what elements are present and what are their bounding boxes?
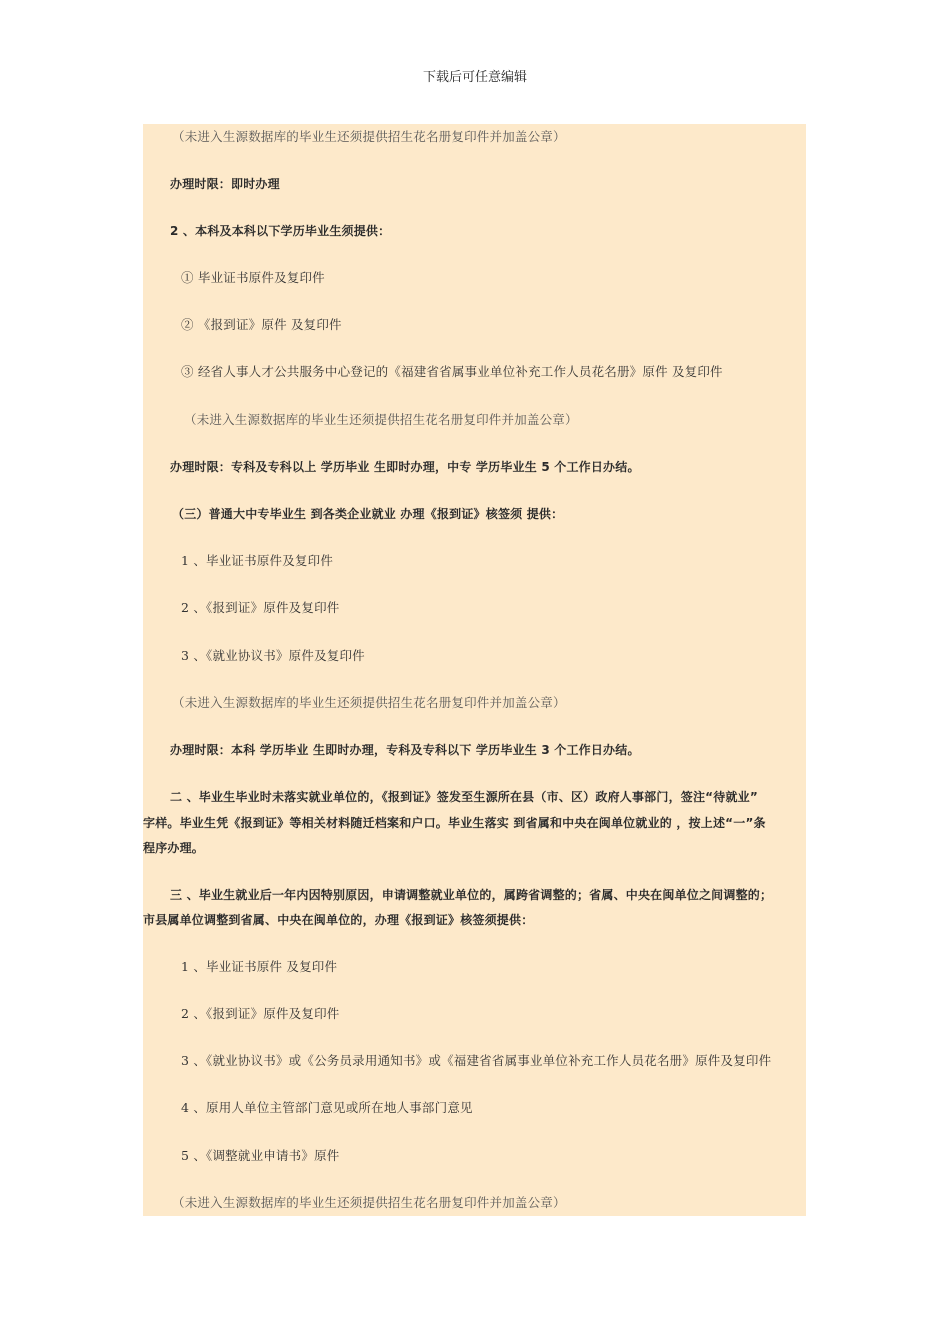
note-bottom: （未进入生源数据库的毕业生还须提供招生花名册复印件并加盖公章） xyxy=(172,1195,566,1210)
para-3-line-2: 市县属单位调整到省属、中央在闽单位的，办理《报到证》核签须提供： xyxy=(143,913,534,927)
para-2-line-3: 程序办理。 xyxy=(143,841,205,855)
s3-item-1: 1 、毕业证书原件及复印件 xyxy=(181,553,334,568)
deadline-2: 办理时限：专科及专科以上 学历毕业 生即时办理，中专 学历毕业生 5 个工作日办结。 xyxy=(170,460,640,474)
para-2-line-2: 字样。毕业生凭《报到证》等相关材料随迁档案和户口。毕业生落实 到省属和中央在闽单位就业的 ，按上述“一”条 xyxy=(143,816,766,830)
s2-note: （未进入生源数据库的毕业生还须提供招生花名册复印件并加盖公章） xyxy=(184,412,578,427)
section-3-title: （三）普通大中专毕业生 到各类企业就业 办理《报到证》核签须 提供： xyxy=(172,507,564,521)
s3-item-2: 2 、《报到证》原件及复印件 xyxy=(181,600,340,615)
s3-note: （未进入生源数据库的毕业生还须提供招生花名册复印件并加盖公章） xyxy=(172,695,566,710)
p3-item-1: 1 、毕业证书原件 及复印件 xyxy=(181,959,338,974)
s2-item-3: ③ 经省人事人才公共服务中心登记的《福建省省属事业单位补充工作人员花名册》原件 及复印件 xyxy=(181,364,723,379)
deadline-1: 办理时限：即时办理 xyxy=(170,177,280,191)
p3-item-3: 3 、《就业协议书》或《公务员录用通知书》或《福建省省属事业单位补充工作人员花名册》原件及复印件 xyxy=(181,1053,772,1068)
s2-item-1: ① 毕业证书原件及复印件 xyxy=(181,270,325,285)
para-2-line-1: 二 、毕业生毕业时未落实就业单位的，《报到证》签发至生源所在县（市、区）政府人事部门，签注“待就业” xyxy=(170,790,758,804)
note-top: （未进入生源数据库的毕业生还须提供招生花名册复印件并加盖公章） xyxy=(172,129,566,144)
p3-item-5: 5 、《调整就业申请书》原件 xyxy=(181,1148,340,1163)
section-2-title: 2 、本科及本科以下学历毕业生须提供： xyxy=(170,224,391,238)
s3-item-3: 3 、《就业协议书》原件及复印件 xyxy=(181,648,365,663)
para-3-line-1: 三 、毕业生就业后一年内因特别原因，申请调整就业单位的，属跨省调整的；省属、中央在闽单位之间调整的； xyxy=(170,888,773,902)
p3-item-2: 2 、《报到证》原件及复印件 xyxy=(181,1006,340,1021)
deadline-3: 办理时限：本科 学历毕业 生即时办理，专科及专科以下 学历毕业生 3 个工作日办结。 xyxy=(170,743,640,757)
s2-item-2: ② 《报到证》原件 及复印件 xyxy=(181,317,342,332)
p3-item-4: 4 、原用人单位主管部门意见或所在地人事部门意见 xyxy=(181,1100,473,1115)
page-header: 下载后可任意编辑 xyxy=(422,70,527,85)
